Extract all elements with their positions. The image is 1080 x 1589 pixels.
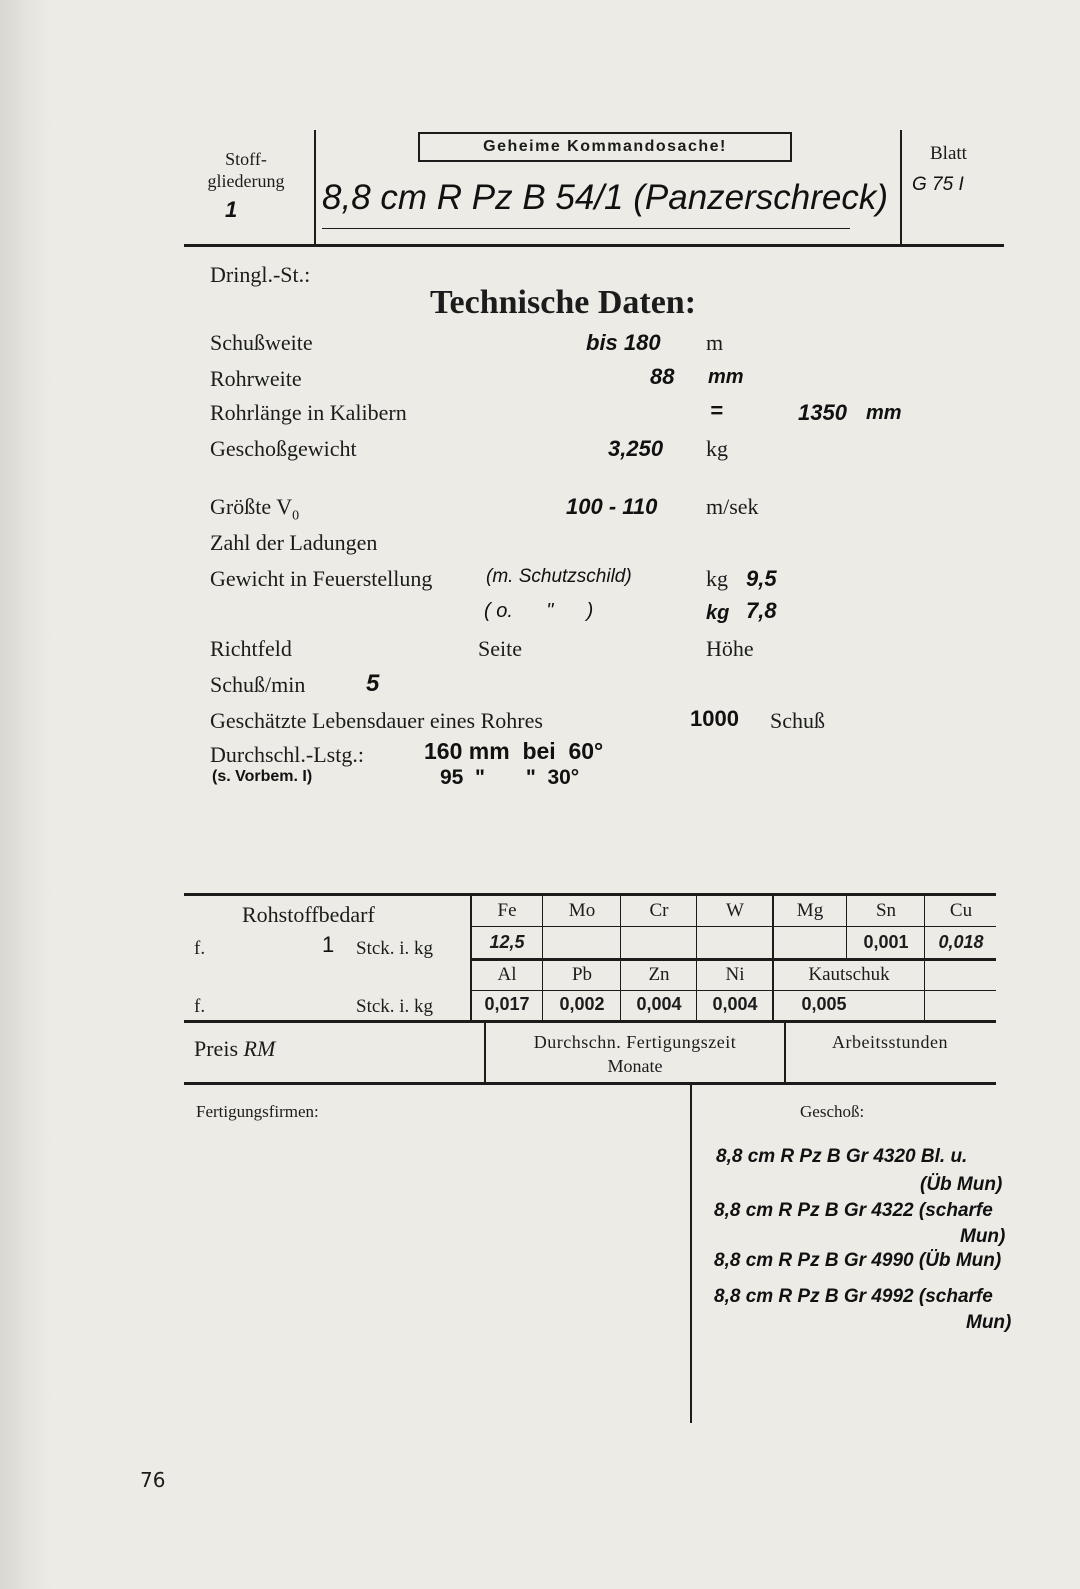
richtfeld-label: Richtfeld <box>210 636 292 661</box>
rohrlaenge-eq: = <box>710 398 723 423</box>
geschoss-label: Geschoß: <box>800 1102 865 1121</box>
mat-h2-3: Ni <box>725 964 745 985</box>
mat-v2-1: 0,002 <box>559 994 605 1014</box>
mat-h2-0: Al <box>497 964 517 985</box>
blatt-value: G 75 I <box>912 174 964 195</box>
geschoss-line-6: Mun) <box>966 1312 1012 1333</box>
schussmin-value: 5 <box>366 670 380 697</box>
mat-h1-2: Cr <box>649 900 669 921</box>
gewicht-note2: ( o. " ) <box>484 600 594 622</box>
rohrweite-label: Rohrweite <box>210 366 302 391</box>
durchschl-line1: 160 mm bei 60° <box>424 738 604 764</box>
price-label <box>194 1036 275 1062</box>
blatt-label: Blatt <box>930 143 967 164</box>
mat-h1-1: Mo <box>568 900 596 921</box>
lebensdauer-unit: Schuß <box>770 708 825 733</box>
schussweite-value: bis 180 <box>586 330 661 355</box>
geschoss-line-4: 8,8 cm R Pz B Gr 4990 (Üb Mun) <box>714 1250 1002 1271</box>
geschoss-line-5: 8,8 cm R Pz B Gr 4992 (scharfe <box>714 1286 993 1307</box>
mat-h1-3: W <box>726 900 744 921</box>
durchschl-line2: 95 " " 30° <box>440 766 580 789</box>
mat-row1-inner-rule <box>472 926 996 927</box>
mat-h1-5: Sn <box>875 900 897 921</box>
rohrlaenge-value: 1350 <box>798 400 847 425</box>
geschoss-line-3: Mun) <box>960 1226 1006 1247</box>
stoffgliederung-value: 1 <box>225 197 238 222</box>
header-bottom-rule <box>184 244 1004 247</box>
rohrweite-value: 88 <box>650 364 675 389</box>
arbeitsstunden-label: Arbeitsstunden <box>832 1032 948 1052</box>
gewicht-unit2: kg <box>706 602 730 624</box>
geschoss-line-1: (Üb Mun) <box>920 1174 1003 1195</box>
schussweite-label: Schußweite <box>210 330 313 355</box>
geschossgewicht-label: Geschoßgewicht <box>210 436 357 461</box>
rohrweite-unit: mm <box>708 366 744 388</box>
mat-v1-6: 0,018 <box>938 932 984 952</box>
ladungen-label: Zahl der Ladungen <box>210 530 378 555</box>
materials-row2-prefix: f. <box>194 996 206 1017</box>
mat-h1-4: Mg <box>796 900 824 921</box>
mat-v2-3: 0,004 <box>712 994 758 1014</box>
materials-row1-prefix: f. <box>194 938 206 959</box>
geschoss-line-2: 8,8 cm R Pz B Gr 4322 (scharfe <box>714 1200 993 1221</box>
materials-row1-unit: Stck. i. kg <box>356 938 434 959</box>
v0-unit: m/sek <box>706 494 759 519</box>
mat-h1-6: Cu <box>949 900 973 921</box>
firms-divider <box>690 1085 692 1423</box>
mat-row2-inner-rule <box>472 990 996 991</box>
mat-v2-0: 0,017 <box>484 994 530 1014</box>
gewicht-note1: (m. Schutzschild) <box>486 566 632 587</box>
mat-v1-0: 12,5 <box>489 932 525 952</box>
richtfeld-seite: Seite <box>478 636 522 661</box>
lebensdauer-label: Geschätzte Lebensdauer eines Rohres <box>210 708 543 733</box>
weapon-title: 8,8 cm R Pz B 54/1 (Panzerschreck) <box>322 178 889 217</box>
monate-label: Monate <box>607 1056 663 1076</box>
gewicht-value2: 7,8 <box>746 598 777 623</box>
geschossgewicht-value: 3,250 <box>608 436 664 461</box>
mat-h2-1: Pb <box>571 964 593 985</box>
v0-label <box>210 494 299 524</box>
stoffgliederung-label: Stoff- gliederung <box>207 149 285 191</box>
mat-v2-4: 0,005 <box>801 994 847 1014</box>
title-underline <box>322 228 850 229</box>
gewicht-label: Gewicht in Feuerstellung <box>210 566 433 591</box>
section-title: Technische Daten: <box>430 284 697 321</box>
page-edge <box>0 0 52 1589</box>
materials-mid-rule <box>470 958 996 961</box>
price-label-text: Preis <box>194 1036 238 1061</box>
durchschl-label: Durchschl.-Lstg.: <box>210 742 364 767</box>
mat-h2-4: Kautschuk <box>808 964 890 985</box>
mat-v2-2: 0,004 <box>636 994 682 1014</box>
v0-value: 100 - 110 <box>566 494 658 519</box>
firms-label: Fertigungsfirmen: <box>196 1102 319 1121</box>
price-bottom-rule <box>184 1082 996 1085</box>
materials-bottom-rule <box>184 1020 996 1023</box>
gewicht-unit1: kg <box>706 566 728 591</box>
mat-h2-2: Zn <box>648 964 670 985</box>
gewicht-value1: 9,5 <box>746 566 777 591</box>
header-divider-left <box>314 130 316 246</box>
geschoss-line-0: 8,8 cm R Pz B Gr 4320 Bl. u. <box>716 1146 968 1167</box>
schussmin-label: Schuß/min <box>210 672 306 697</box>
lebensdauer-value: 1000 <box>690 706 739 731</box>
mat-h1-0: Fe <box>497 900 517 921</box>
materials-top-rule <box>184 893 996 896</box>
secret-stamp: Geheime Kommandosache! <box>418 132 792 162</box>
durchschl-note: (s. Vorbem. I) <box>212 768 313 785</box>
richtfeld-hoehe: Höhe <box>706 636 754 661</box>
materials-row1-qty: 1 <box>322 932 335 957</box>
price-currency: RM <box>243 1036 276 1061</box>
mat-v1-5: 0,001 <box>863 932 909 952</box>
schussweite-unit: m <box>706 330 724 355</box>
materials-title: Rohstoffbedarf <box>242 902 375 927</box>
page-number: 76 <box>140 1468 166 1492</box>
header-divider-right <box>900 130 902 246</box>
fertigungszeit-label: Durchschn. Fertigungszeit <box>533 1032 737 1052</box>
materials-row2-unit: Stck. i. kg <box>356 996 434 1017</box>
dringl-label: Dringl.-St.: <box>210 262 311 287</box>
v0-label-text: Größte V <box>210 494 293 519</box>
geschossgewicht-unit: kg <box>706 436 728 461</box>
rohrlaenge-unit: mm <box>866 402 902 424</box>
v0-subscript: 0 <box>292 508 300 524</box>
rohrlaenge-label: Rohrlänge in Kalibern <box>210 400 407 425</box>
